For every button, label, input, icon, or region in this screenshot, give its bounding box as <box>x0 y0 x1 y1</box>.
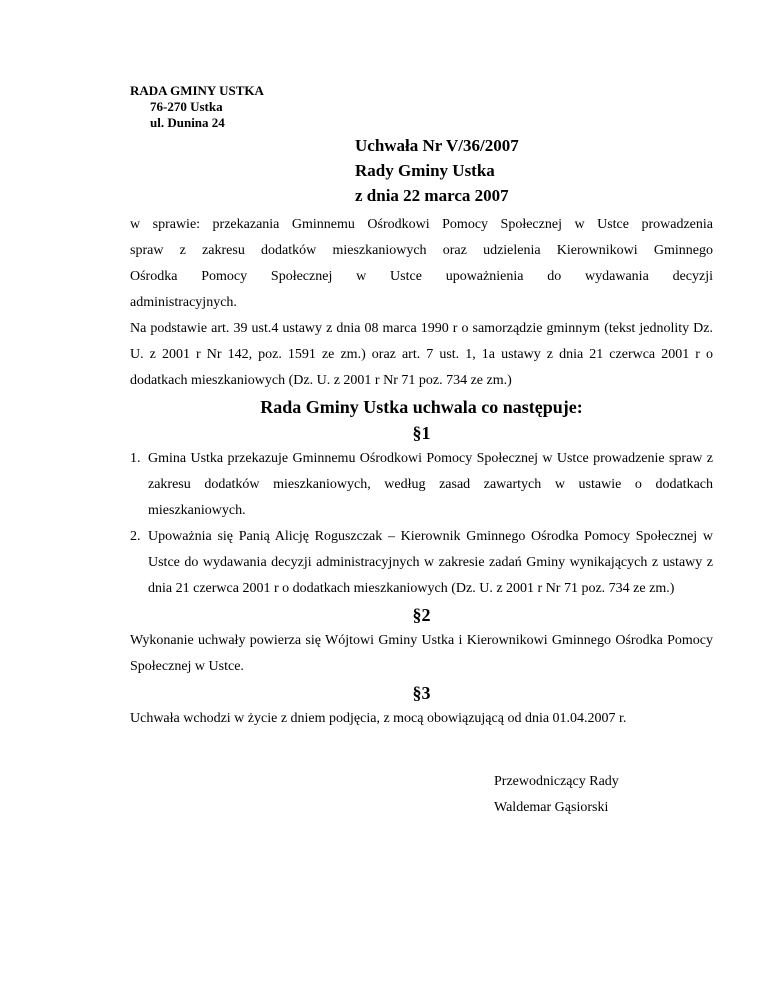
list-item-text: Upoważnia się Panią Alicję Roguszczak – Kierownik Gminnego Ośrodka Pomocy Społecznej w Ustce do wydawania decyzji administracyjnych w zakresie zadań Gminy wynikających z ustawy z dnia 21 czerwca 2001 r o dodatkach mieszkaniowych (Dz. U. z 2001 r Nr 71 poz. 734 ze zm.) <box>148 529 713 596</box>
list-item <box>130 446 713 524</box>
resolution-number: Uchwała Nr V/36/2007 <box>355 136 519 155</box>
resolution-title-block <box>355 133 519 208</box>
list-item-number: 1. <box>130 451 141 466</box>
issuer-header <box>130 83 264 131</box>
section-1-list <box>130 446 713 602</box>
subject-line-4: administracyjnych. <box>130 295 237 310</box>
issuer-street: ul. Dunina 24 <box>150 115 225 130</box>
section-2-heading: §2 <box>412 605 431 625</box>
subject-line-3: Ośrodka Pomocy Społecznej w Ustce upoważnienia do wydawania decyzji <box>130 269 713 284</box>
section-3-text: Uchwała wchodzi w życie z dniem podjęcia, z mocą obowiązującą od dnia 01.04.2007 r. <box>130 711 627 726</box>
section-2-text: Wykonanie uchwały powierza się Wójtowi Gminy Ustka i Kierownikowi Gminnego Ośrodka Pomocy Społecznej w Ustce. <box>130 633 713 674</box>
legal-basis-paragraph: Na podstawie art. 39 ust.4 ustawy z dnia 08 marca 1990 r o samorządzie gminnym (tekst jednolity Dz. U. z 2001 r Nr 142, poz. 1591 ze zm.) oraz art. 7 ust. 1, 1a ustawy z dnia 21 czerwca 2001 r o dodatkach mieszkaniowych (Dz. U. z 2001 r Nr 71 poz. 734 ze zm.) <box>130 321 713 388</box>
issuer-postal: 76-270 Ustka <box>150 99 223 114</box>
section-3-heading: §3 <box>412 683 431 703</box>
subject-line-2: spraw z zakresu dodatków mieszkaniowych oraz udzielenia Kierownikowi Gminnego <box>130 243 713 258</box>
list-item-text: Gmina Ustka przekazuje Gminnemu Ośrodkowi Pomocy Społecznej w Ustce prowadzenie spraw z zakresu dodatków mieszkaniowych, według zasad zawartych w ustawie o dodatkach mieszkaniowych. <box>148 451 713 518</box>
document-body <box>130 212 713 732</box>
section-1-heading: §1 <box>412 423 431 443</box>
signature-role: Przewodniczący Rady <box>494 774 619 789</box>
subject-line-1: w sprawie: przekazania Gminnemu Ośrodkowi Pomocy Społecznej w Ustce prowadzenia <box>130 217 713 232</box>
signature-name: Waldemar Gąsiorski <box>494 800 609 815</box>
list-item-number: 2. <box>130 529 141 544</box>
resolution-body: Rady Gminy Ustka <box>355 161 495 180</box>
resolution-date: z dnia 22 marca 2007 <box>355 186 509 205</box>
issuer-org: RADA GMINY USTKA <box>130 83 264 98</box>
resolves-heading: Rada Gminy Ustka uchwala co następuje: <box>260 397 583 417</box>
signature-block <box>494 769 619 821</box>
list-item <box>130 524 713 602</box>
subject-paragraph <box>130 212 713 316</box>
